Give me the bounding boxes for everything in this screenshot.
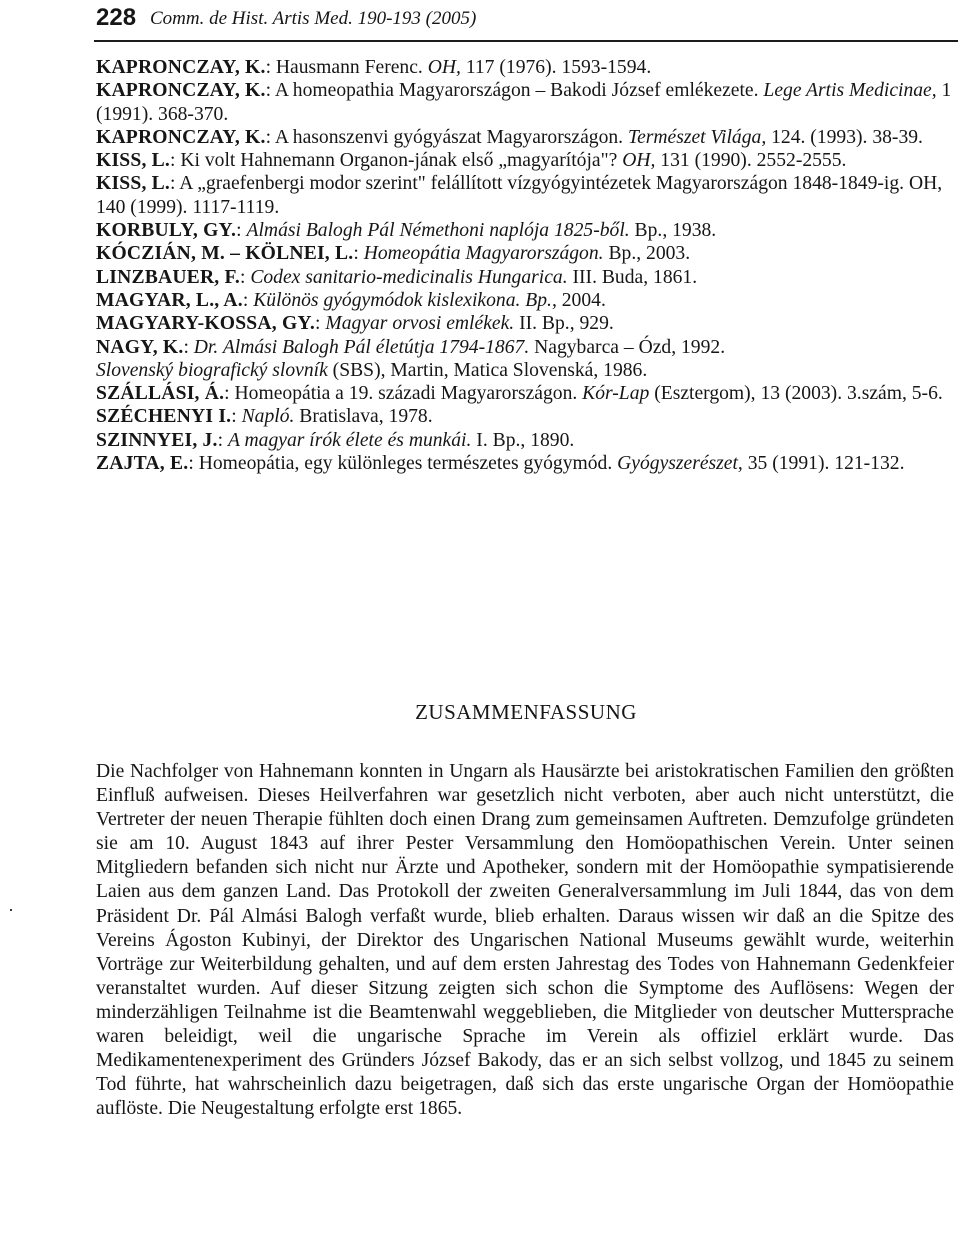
reference-author: KÓCZIÁN, M. – KÖLNEI, L. <box>96 243 354 265</box>
reference-entry <box>96 382 956 405</box>
reference-title: Magyar orvosi emlékek. <box>325 313 515 335</box>
reference-author: KISS, L. <box>96 150 171 172</box>
reference-title: Lege Artis Medicinae, <box>763 80 937 102</box>
reference-text: 117 (1976). 1593-1594. <box>460 57 652 78</box>
page-number: 228 <box>96 4 137 31</box>
reference-text: Nagybarca – Ózd, 1992. <box>529 336 726 358</box>
reference-list <box>96 56 956 475</box>
reference-text: Bp., 2003. <box>603 243 691 265</box>
reference-entry <box>96 56 956 79</box>
header-rule <box>94 40 958 42</box>
reference-author: SZÁLLÁSI, Á. <box>96 383 225 405</box>
reference-title: Slovenský biografický slovník <box>96 359 328 381</box>
reference-text: 131 (1990). 2552-2555. <box>655 150 847 172</box>
reference-text: : Hausmann Ferenc. <box>265 57 428 78</box>
reference-author: NAGY, K. <box>96 336 184 358</box>
reference-text: : Homeopátia a 19. századi Magyarországon. <box>224 383 583 405</box>
reference-entry <box>96 172 956 219</box>
reference-entry <box>96 149 956 172</box>
reference-text: 1 (1991). 368-370. <box>96 80 952 125</box>
reference-title: OH, <box>622 150 656 172</box>
reference-entry <box>96 79 956 126</box>
reference-author: MAGYARY-KOSSA, GY. <box>96 313 316 335</box>
page-header <box>96 2 956 38</box>
reference-title: Kór-Lap <box>582 383 650 405</box>
running-head: Comm. de Hist. Artis Med. 190-193 (2005) <box>150 8 477 29</box>
reference-author: KORBULY, GY. <box>96 220 237 242</box>
reference-text: III. Buda, 1861. <box>567 266 698 288</box>
reference-text: : <box>239 266 251 288</box>
reference-title: Almási Balogh Pál Némethoni naplója 1825-ből. <box>246 220 630 242</box>
reference-text: I. Bp., 1890. <box>471 429 575 451</box>
reference-entry <box>96 266 956 289</box>
reference-title: Homeopátia Magyarországon. <box>363 243 604 265</box>
reference-title: Természet Világa, <box>627 126 767 148</box>
reference-entry <box>96 405 956 428</box>
reference-author: MAGYAR, L., A. <box>96 289 243 311</box>
reference-entry <box>96 242 956 265</box>
reference-title: Különös gyógymódok kislexikona. Bp., <box>253 289 557 311</box>
reference-text: Bratislava, 1978. <box>294 406 433 428</box>
reference-author: KAPRONCZAY, K. <box>96 126 266 148</box>
reference-entry <box>96 126 956 149</box>
reference-text: (SBS), Martin, Matica Slovenská, 1986. <box>327 359 648 381</box>
reference-author: SZINNYEI, J. <box>96 429 218 451</box>
reference-text: (Esztergom), 13 (2003). 3.szám, 5-6. <box>649 383 943 405</box>
reference-title: Napló. <box>241 406 295 428</box>
reference-text: : Homeopátia, egy különleges természetes gyógymód. <box>188 453 618 475</box>
reference-text: 124. (1993). 38-39. <box>766 126 923 148</box>
reference-text: : <box>231 406 242 428</box>
reference-text: 35 (1991). 121-132. <box>742 453 905 475</box>
reference-text: : A homeopathia Magyarországon – Bakodi József emlékezete. <box>265 80 764 102</box>
reference-entry <box>96 336 956 359</box>
margin-mark: · <box>8 900 14 920</box>
reference-author: ZAJTA, E. <box>96 453 189 475</box>
section-title: ZUSAMMENFASSUNG <box>415 700 637 724</box>
abstract-text: Die Nachfolger von Hahnemann konnten in Ungarn als Hausärzte bei aristokratischen Familien den größten Einfluß aufweisen. Dieses Heilverfahren war gesetzlich nicht verboten, aber auch nicht unterstützt, die Vertreter der neuen Therapie fühlten doch einen Drang zum gemeinsamen Auftreten. Demzufolge gründeten sie am 10. August 1843 auf ihrer Pester Versammlung den Homöopathischen Verein. Unter seinen Mitgliedern befanden sich nicht nur Ärzte und Apotheker, sondern mit der Homöopathie sympatisierende Laien aus dem ganzen Land. Das Protokoll der zweiten Generalversammlung im Juli 1844, das von dem Präsident Dr. Pál Almási Balogh verfaßt wurde, blieb erhalten. Daraus wissen wir daß an die Spitze des Vereins Ágoston Kubinyi, der Direktor des Ungarischen National Museums gewählt wurde, weiterhin Vorträge zur Weiterbildung gehalten, und auf dem ersten Jahrestag des Todes von Hahnemann Gedenkfeier veranstaltet wurden. Auf dieser Sitzung zeigten sich schon die Symptome des Auflösens: Wegen der minderzähligen Teilnahme ist die Beamtenwahl weggeblieben, die Mitglieder von deutscher Muttersprache waren beleidigt, weil die ungarische Sprache im Verein als offiziel erklärt wurde. Das Medikamentenexperiment des Gründers József Bakody, das er an sich selbst vollzog, und 1845 zu seinem Tod führte, hat wahrscheinlich dazu beigetragen, daß sich das erste ungarische Organ der Homöopathie auflöste. Die Neugestaltung erfolgte erst 1865. <box>96 761 954 1120</box>
reference-title: Codex sanitario-medicinalis Hungarica. <box>250 266 568 288</box>
reference-author: SZÉCHENYI I. <box>96 406 232 428</box>
reference-text: : <box>236 220 247 242</box>
reference-entry <box>96 289 956 312</box>
reference-title: Gyógyszerészet, <box>617 453 743 475</box>
reference-author: KAPRONCZAY, K. <box>96 80 266 102</box>
reference-text: : A hasonszenvi gyógyászat Magyarországon. <box>265 126 628 148</box>
reference-author: KAPRONCZAY, K. <box>96 57 266 78</box>
reference-text: : <box>183 336 194 358</box>
reference-entry <box>96 219 956 242</box>
reference-title: Dr. Almási Balogh Pál életútja 1794-1867. <box>193 336 530 358</box>
reference-text: : <box>315 313 326 335</box>
reference-text: : A „graefenbergi modor szerint" felállított vízgyógyintézetek Magyarországon 1848-1849-ig. OH, 140 (1999). 1117-1119. <box>96 173 943 218</box>
reference-entry <box>96 452 956 475</box>
reference-text: : Ki volt Hahnemann Organon-jának első „magyarítója"? <box>170 150 623 172</box>
reference-entry <box>96 359 956 382</box>
reference-author: LINZBAUER, F. <box>96 266 240 288</box>
reference-entry <box>96 312 956 335</box>
reference-text: : <box>242 289 254 311</box>
reference-title: OH, <box>427 57 461 78</box>
reference-entry <box>96 429 956 452</box>
reference-text: : <box>353 243 364 265</box>
reference-text: 2004. <box>556 289 606 311</box>
reference-text: II. Bp., 929. <box>514 313 614 335</box>
reference-author: KISS, L. <box>96 173 171 195</box>
reference-text: Bp., 1938. <box>629 220 717 242</box>
reference-title: A magyar írók élete és munkái. <box>227 429 472 451</box>
reference-text: : <box>217 429 228 451</box>
